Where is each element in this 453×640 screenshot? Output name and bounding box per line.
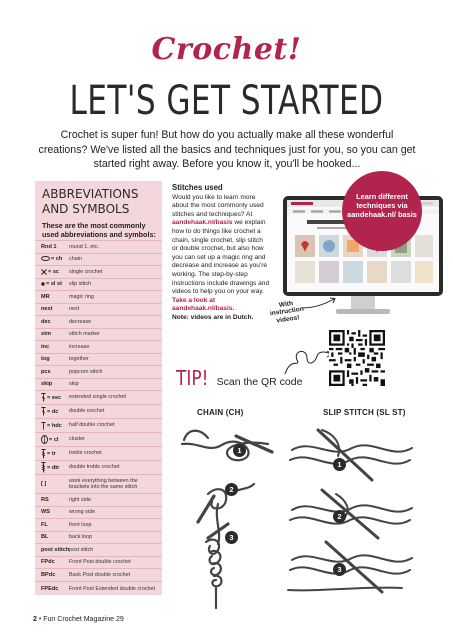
abbreviation-row: [35, 460, 162, 474]
abbreviation-definition: Front Post double crochet: [69, 559, 131, 566]
abbreviation-definition: round 1, etc.: [69, 243, 99, 250]
abbreviation-code-text: WS: [41, 509, 51, 516]
abbreviation-row: [35, 328, 162, 341]
abbreviation-definition: increase: [69, 343, 90, 350]
stitches-used-section: [172, 184, 270, 323]
abbreviation-code-text: dec: [41, 318, 51, 325]
slip-stitch-title: SLIP STITCH (SL ST): [323, 408, 406, 417]
abbreviation-row: [35, 404, 162, 418]
abbreviation-code-text: = hdc: [47, 422, 62, 429]
abbreviation-row: [35, 531, 162, 544]
abbreviation-row: [35, 390, 162, 404]
abbreviation-row: [35, 315, 162, 328]
monitor-base: [336, 309, 390, 314]
abbreviation-definition: back loop: [69, 534, 93, 541]
stitches-paragraph-1: Would you like to learn more about the most commonly used stitches and techniques? At: [172, 193, 264, 218]
abbreviation-code: [35, 269, 69, 275]
abbreviation-code: [35, 294, 69, 300]
step-number-3: 3: [225, 531, 238, 544]
abbreviation-definition: extended single crochet: [69, 394, 126, 401]
basis-link[interactable]: aandehaak.nl/basis: [172, 219, 233, 227]
abbreviation-code-text: FPdc: [41, 559, 55, 566]
abbreviation-definition: stitch marker: [69, 331, 100, 338]
abbreviation-row: [35, 432, 162, 446]
abbreviation-row: [35, 556, 162, 569]
abbreviation-code-text: FL: [41, 521, 48, 528]
abbreviation-code-text: = sc: [48, 268, 60, 275]
abbreviation-row: [35, 303, 162, 316]
abbreviation-definition: work everything between the brackets into the same stitch: [69, 477, 138, 490]
page-number: 2: [33, 616, 37, 623]
abbreviation-code-text: = esc: [47, 394, 62, 401]
tip-text: Scan the QR code: [216, 376, 303, 388]
abbreviation-definition: front loop: [69, 521, 92, 528]
abbreviation-code: [35, 534, 69, 540]
abbreviation-definition: treble crochet: [69, 450, 102, 457]
ch-oval-symbol-icon: [41, 256, 51, 262]
abbreviation-definition: together: [69, 356, 89, 363]
abbreviation-code: [35, 449, 69, 459]
abbreviation-definition: decrease: [69, 318, 92, 325]
abbreviation-code-text: stm: [41, 331, 51, 338]
cl-symbol-icon: [41, 435, 49, 444]
step-number-1: 1: [233, 444, 246, 457]
abbreviation-definition: slip stitch: [69, 281, 92, 288]
take-a-look-link[interactable]: Take a look at aandehaak.nl/basis.: [172, 296, 235, 313]
abbreviation-code-text: Rnd 1: [41, 243, 57, 250]
abbreviation-code: [35, 306, 69, 312]
abbreviation-code-text: = dc: [47, 408, 59, 415]
abbreviation-definition: cluster: [69, 436, 85, 443]
abbreviation-row: [35, 353, 162, 366]
abbreviation-code: [35, 572, 69, 578]
abbreviation-code: [35, 481, 69, 487]
abbreviation-code-text: = cl: [49, 436, 59, 443]
abbreviation-definition: Back Post double crochet: [69, 571, 131, 578]
abbreviation-definition: single crochet: [69, 268, 103, 275]
abbreviation-code: [35, 331, 69, 337]
curved-arrow-icon: [300, 296, 340, 310]
footer-bullet: •: [38, 616, 42, 623]
abbreviation-code: [35, 281, 69, 287]
page-title: LET'S GET STARTED: [69, 78, 384, 124]
abbreviation-code: [35, 547, 69, 553]
abbreviation-row: [35, 474, 162, 493]
abbreviation-code: [35, 522, 69, 528]
abbreviation-code-text: pcs: [41, 368, 51, 375]
x-mark-symbol-icon: [41, 269, 48, 275]
abbreviation-code-text: = ch: [51, 256, 63, 263]
abbreviation-row: [35, 278, 162, 291]
abbreviation-code: [35, 462, 69, 473]
abbreviation-definition: right side: [69, 496, 91, 503]
abbreviation-code-text: next: [41, 306, 53, 313]
abbreviation-code-text: FPEdc: [41, 586, 59, 592]
abbreviation-code-text: skip: [41, 381, 53, 388]
abbreviation-definition: post stitch: [69, 546, 94, 553]
abbreviation-code: [35, 381, 69, 387]
tip-callout: [176, 366, 302, 390]
abbreviation-code-text: = tr: [47, 450, 56, 457]
abbreviation-row: [35, 493, 162, 506]
instruction-videos-note: With instruction videos!: [269, 300, 305, 325]
abbreviation-code: [35, 435, 69, 444]
abbreviation-code-text: BL: [41, 534, 49, 541]
learn-techniques-badge: Learn different techniques via aandehaak.nl/ basis: [342, 171, 422, 251]
abbreviation-code: [35, 319, 69, 325]
abbreviation-code: [35, 256, 69, 262]
slip-step-number-1: 1: [333, 458, 346, 471]
abbreviation-code-text: tog: [41, 356, 50, 363]
slip-step-number-3: 3: [333, 563, 346, 576]
abbreviation-row: [35, 518, 162, 531]
abbreviations-title: ABBREVIATIONS AND SYMBOLS: [42, 187, 139, 216]
intro-text: Crochet is super fun! But how do you actually make all these wonderful creations? We've listed all the basics and techniques just for you, so you can get started right away. Before you know it, you'll be hooked...: [38, 129, 416, 170]
abbreviation-code-text: BPdc: [41, 571, 56, 578]
script-title: Crochet!: [151, 32, 302, 67]
magazine-name: Fun Crochet Magazine 29: [43, 616, 124, 623]
abbreviation-code: [35, 586, 69, 592]
abbreviation-definition: wrong side: [69, 509, 96, 516]
abbreviation-row: [35, 543, 162, 556]
stitches-paragraph-2: we explain how to do things like crochet a chain, single crochet, slip stitch or double crochet, but also how you can set up a magic ring and decrease and increase as you're working. The step-by-step instructions include drawings and videos to help you on your way.: [172, 219, 270, 296]
abbreviation-row: [35, 581, 162, 597]
abbreviation-row: [35, 240, 162, 253]
qr-code[interactable]: [329, 330, 385, 386]
abbreviation-definition: skip: [69, 381, 79, 388]
abbreviation-row: [35, 506, 162, 519]
abbreviation-code: [35, 407, 69, 416]
abbreviation-definition: chain: [69, 256, 82, 263]
tip-label: TIP!: [176, 366, 209, 390]
abbreviation-code-text: [ ]: [41, 481, 47, 487]
monitor-stand: [351, 296, 375, 310]
abbreviation-code-text: RS: [41, 496, 49, 503]
abbreviation-definition: Front Post Extended double crochet: [69, 585, 156, 592]
abbreviation-row: [35, 290, 162, 303]
page-footer: [33, 616, 124, 623]
stitches-heading: Stitches used: [172, 183, 223, 192]
abbreviation-code: [35, 509, 69, 515]
abbreviations-panel: [35, 181, 162, 595]
chain-title: CHAIN (CH): [197, 408, 244, 417]
abbreviation-code: [35, 497, 69, 503]
slip-step-number-2: 2: [333, 510, 346, 523]
abbreviation-code: [35, 369, 69, 375]
abbreviations-subtitle: These are the most commonly used abbreviations and symbols:: [42, 221, 156, 239]
slip-stitch-diagram: [282, 420, 437, 610]
abbreviation-definition: magic ring: [69, 293, 94, 300]
abbreviation-code-text: = dtr: [47, 464, 60, 471]
abbreviation-code-text: post stitch: [41, 546, 70, 553]
abbreviation-row: [35, 253, 162, 266]
abbreviation-code-text: = sl st: [46, 281, 63, 288]
abbreviations-list: [35, 240, 162, 597]
qr-code-icon: [329, 330, 385, 386]
abbreviation-definition: next: [69, 306, 80, 313]
abbreviation-row: [35, 568, 162, 581]
abbreviation-code-text: inc: [41, 343, 50, 350]
abbreviation-code: [35, 344, 69, 350]
abbreviation-definition: double crochet: [69, 408, 105, 415]
abbreviation-row: [35, 378, 162, 391]
video-note: Note: videos are in Dutch.: [172, 313, 254, 321]
abbreviation-row: [35, 418, 162, 432]
abbreviation-code: [35, 422, 69, 430]
abbreviation-code: [35, 393, 69, 402]
abbreviation-definition: half double crochet: [69, 422, 115, 429]
chain-diagram: [178, 424, 278, 614]
abbreviation-code: [35, 356, 69, 362]
abbreviation-code: [35, 244, 69, 250]
abbreviation-row: [35, 446, 162, 460]
abbreviation-row: [35, 365, 162, 378]
abbreviation-definition: popcorn stitch: [69, 368, 103, 375]
abbreviation-definition: double treble crochet: [69, 464, 120, 471]
abbreviation-code: [35, 559, 69, 565]
abbreviation-code-text: MR: [41, 293, 50, 300]
step-number-2: 2: [225, 483, 238, 496]
abbreviation-row: [35, 340, 162, 353]
abbreviation-row: [35, 265, 162, 278]
